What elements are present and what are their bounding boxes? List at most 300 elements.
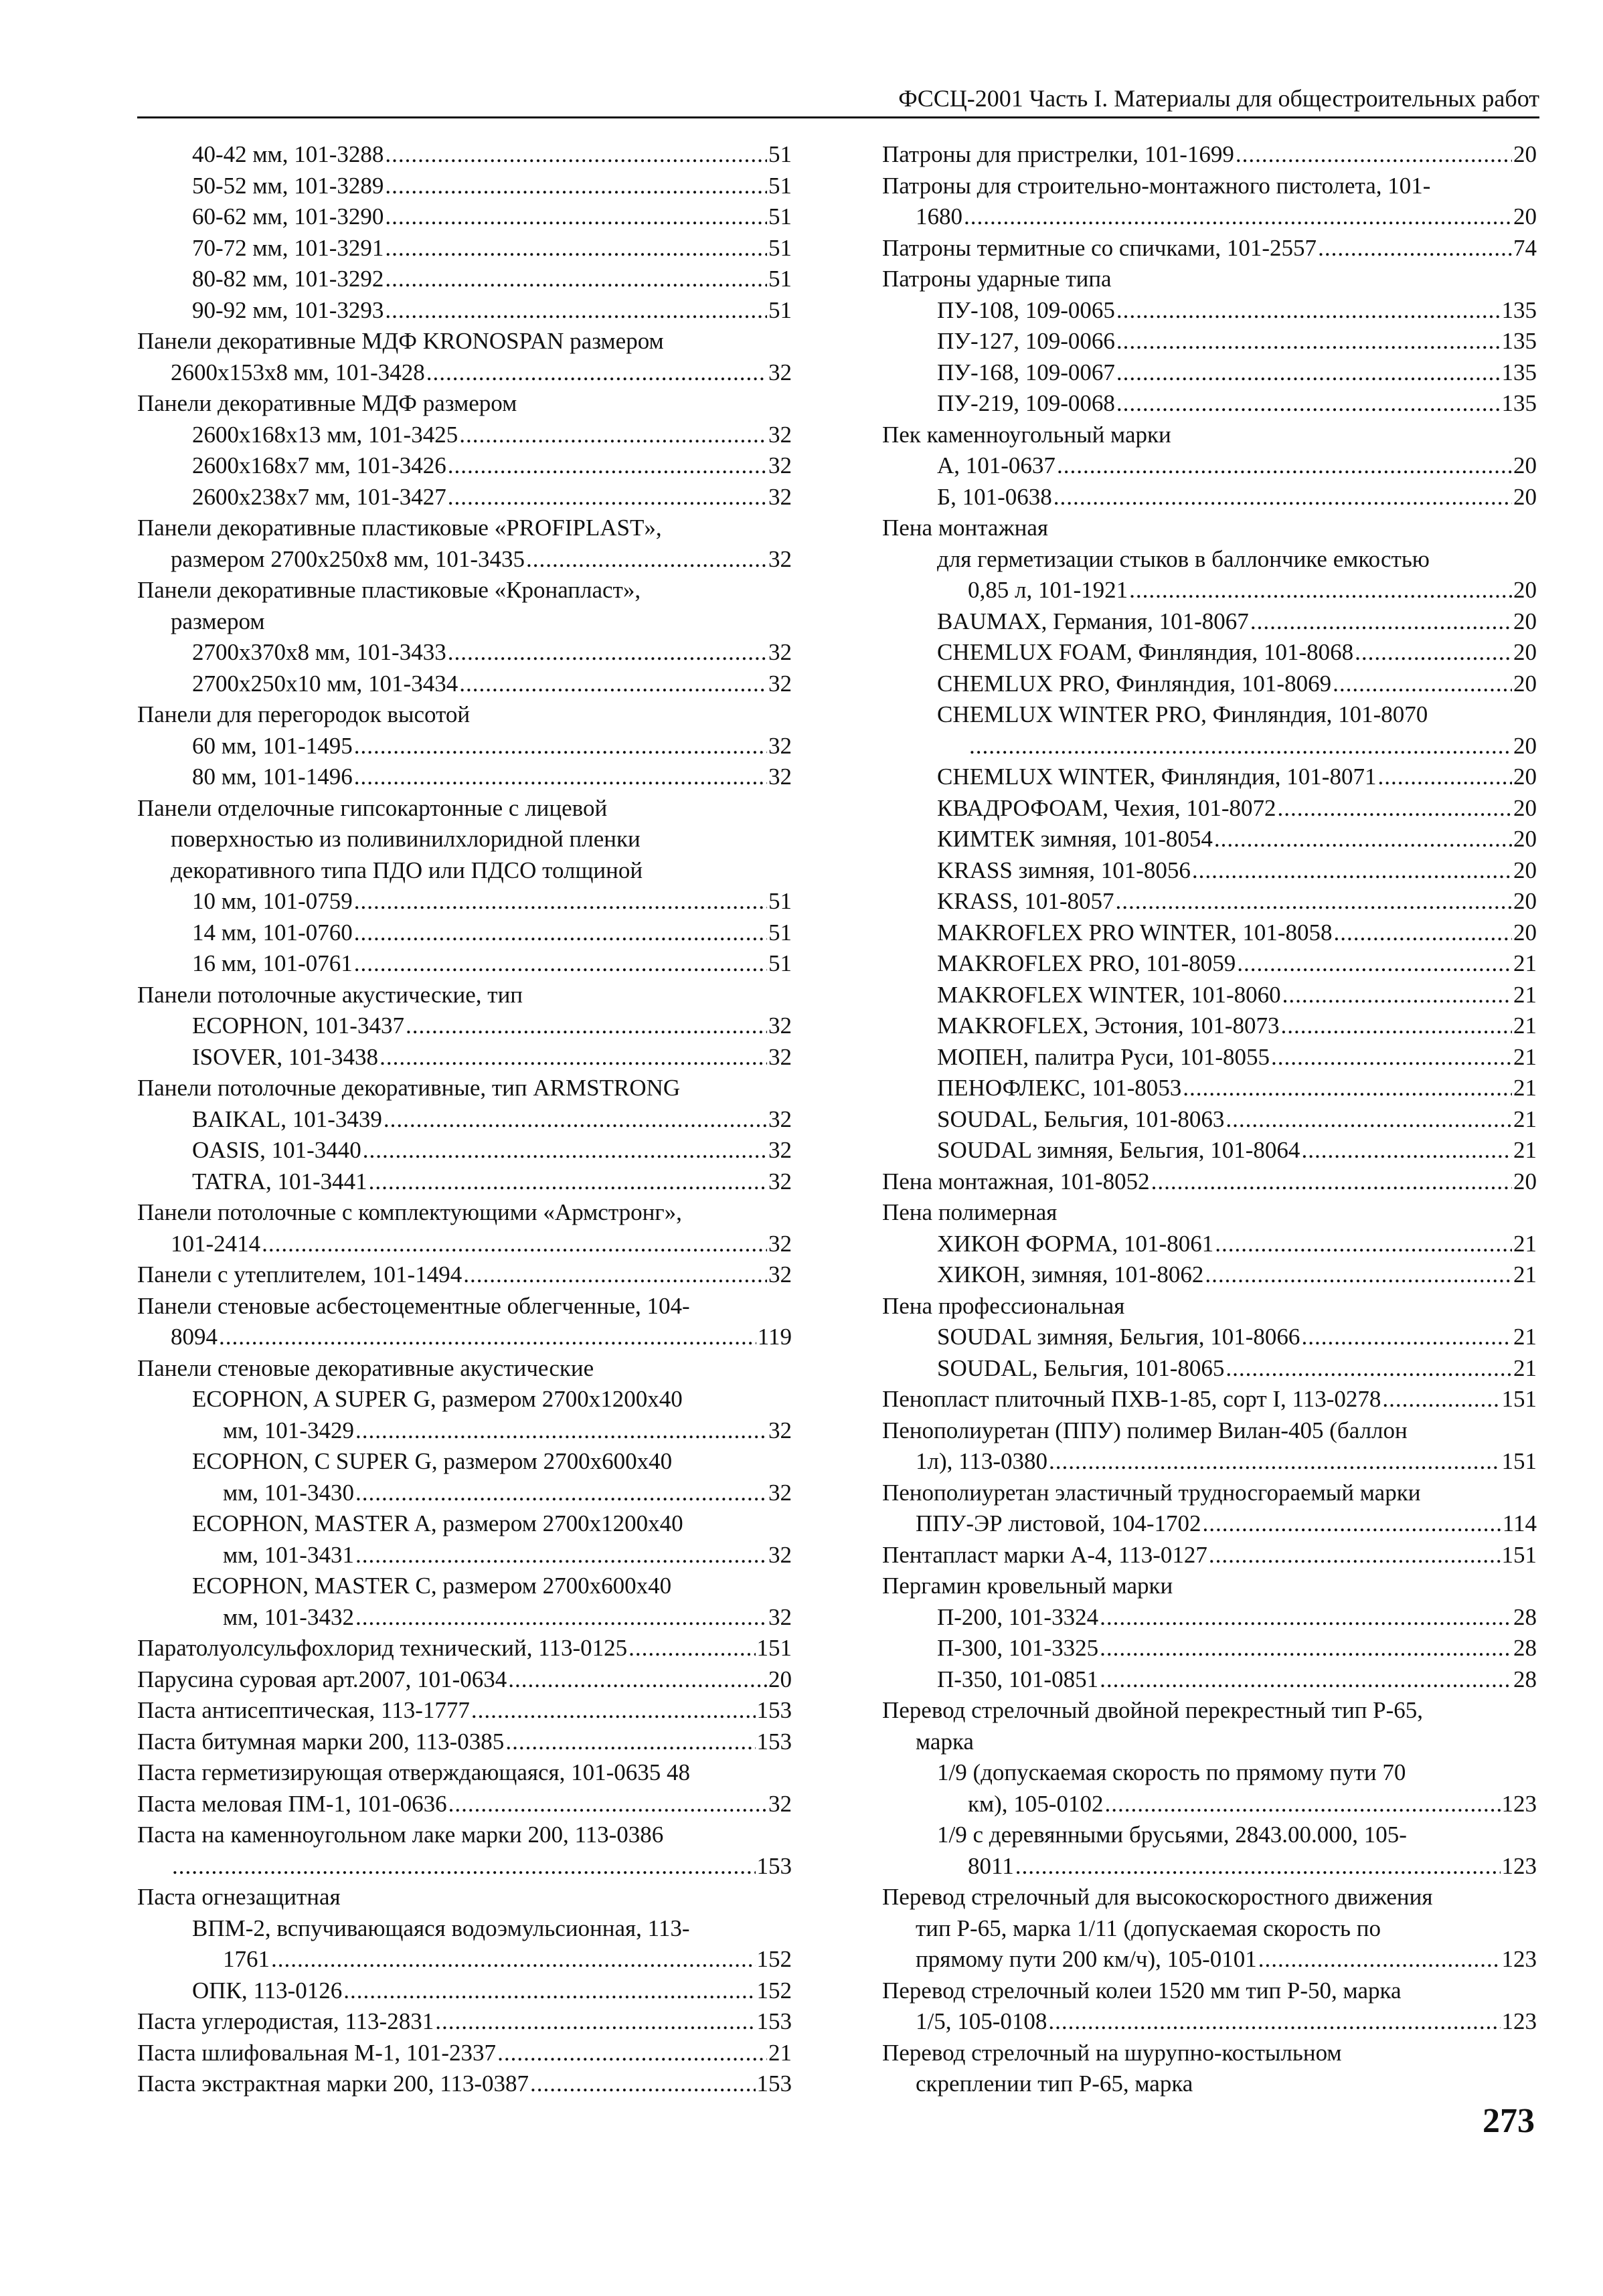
index-entry-text: MAKROFLEX WINTER, 101-8060 — [937, 981, 1281, 1008]
index-entry-text: прямому пути 200 км/ч), 105-0101 — [916, 1946, 1257, 1972]
index-entry-text: KRASS зимняя, 101-8056 — [937, 857, 1191, 883]
index-entry-text: CHEMLUX WINTER PRO, Финляндия, 101-8070 — [937, 701, 1428, 727]
index-entry-text: 90-92 мм, 101-3293 — [192, 296, 384, 323]
dot-leader — [343, 1975, 755, 2007]
index-entry-page: 20 — [1513, 1168, 1537, 1195]
index-entry-page: 119 — [757, 1324, 792, 1350]
index-entry — [882, 575, 1537, 606]
index-entry — [882, 295, 1537, 327]
index-entry-page: 32 — [768, 545, 792, 572]
running-header — [137, 79, 1539, 118]
index-entry-text: ВПМ-2, вспучивающаяся водоэмульсионная, 113- — [192, 1915, 690, 1941]
index-entry — [882, 326, 1537, 357]
index-entry — [882, 139, 1537, 171]
index-entry — [882, 1882, 1537, 1913]
index-entry-text: Панели декоративные МДФ KRONOSPAN размером — [137, 328, 664, 354]
index-entry-text: Пергамин кровельный марки — [882, 1573, 1173, 1599]
index-entry — [882, 1540, 1537, 1571]
dot-leader — [448, 637, 767, 669]
index-entry — [882, 2038, 1537, 2069]
index-entry-text: Пена монтажная — [882, 515, 1049, 541]
index-entry-page: 21 — [1513, 1261, 1537, 1288]
index-entry — [137, 1104, 792, 1136]
index-entry — [137, 295, 792, 327]
index-entry-page: 51 — [768, 888, 792, 914]
index-entry-text: 1/9 (допускаемая скорость по прямому пути 70 — [937, 1759, 1406, 1785]
index-entry-text: 0,85 л, 101-1921 — [968, 577, 1128, 603]
dot-leader — [355, 1540, 767, 1571]
index-entry — [882, 793, 1537, 824]
index-entry-text: Паратолуолсульфохлорид технический, 113-0125 — [137, 1635, 628, 1661]
index-entry-text: MAKROFLEX PRO, 101-8059 — [937, 950, 1236, 976]
index-entry-text: SOUDAL зимняя, Бельгия, 101-8066 — [937, 1324, 1300, 1350]
dot-leader — [355, 1602, 767, 1633]
index-entry-page: 152 — [756, 1977, 792, 2004]
header-title: ФССЦ-2001 Часть I. Материалы для общестроительных работ — [898, 85, 1539, 112]
index-entry-page: 20 — [1513, 857, 1537, 883]
index-entry — [882, 2068, 1537, 2100]
index-entry-text: ПУ-108, 109-0065 — [937, 296, 1115, 323]
index-entry-text: Панели стеновые декоративные акустические — [137, 1354, 594, 1381]
index-entry-page: 135 — [1501, 328, 1537, 354]
index-entry — [137, 1508, 792, 1540]
index-entry-page: 20 — [1513, 452, 1537, 478]
dot-leader — [1214, 824, 1512, 855]
index-entry — [882, 1446, 1537, 1478]
index-entry-text: скреплении тип Р-65, марка — [916, 2070, 1193, 2097]
index-column-right — [882, 139, 1537, 2100]
index-entry — [882, 1104, 1537, 1136]
index-entry — [882, 980, 1537, 1011]
index-entry-text: 16 мм, 101-0761 — [192, 950, 353, 976]
index-entry — [882, 1944, 1537, 1975]
index-entry — [882, 233, 1537, 264]
dot-leader — [1116, 357, 1501, 389]
index-entry-text: Панели декоративные МДФ размером — [137, 390, 517, 416]
index-entry-text: 1761 — [223, 1946, 270, 1972]
index-entry — [882, 1664, 1537, 1696]
index-entry — [882, 1913, 1537, 1945]
index-entry-text: Паста на каменноугольном лаке марки 200, 113-0386 — [137, 1822, 664, 1848]
index-entry — [137, 948, 792, 980]
index-entry — [882, 1010, 1537, 1042]
dot-leader — [1226, 1353, 1512, 1385]
index-entry-text: для герметизации стыков в баллончике емкостью — [937, 545, 1430, 572]
index-entry-text: 2700х250х10 мм, 101-3434 — [192, 670, 458, 697]
index-entry — [137, 201, 792, 233]
index-entry-text: ECOPHON, A SUPER G, размером 2700х1200х40 — [192, 1386, 683, 1412]
index-entry-page: 51 — [768, 203, 792, 230]
index-entry — [882, 1166, 1537, 1198]
index-entry-text: размером — [171, 608, 265, 634]
index-entry-page: 32 — [768, 1230, 792, 1257]
index-entry — [137, 1727, 792, 1758]
index-entry-text: ХИКОН ФОРМА, 101-8061 — [937, 1230, 1214, 1257]
index-entry-page: 20 — [1513, 826, 1537, 852]
index-entry — [137, 139, 792, 171]
dot-leader — [354, 731, 767, 762]
index-entry-text: Пена полимерная — [882, 1199, 1058, 1225]
index-entry — [882, 699, 1537, 731]
index-entry — [882, 1727, 1537, 1758]
index-entry-text: Паста битумная марки 200, 113-0385 — [137, 1728, 505, 1755]
dot-leader — [1226, 1104, 1512, 1136]
dot-leader — [964, 201, 1512, 233]
index-entry — [137, 1446, 792, 1478]
index-entry-text: MAKROFLEX PRO WINTER, 101-8058 — [937, 919, 1333, 946]
index-entry-page: 151 — [1501, 1541, 1537, 1568]
index-entry-text: ПЕНОФЛЕКС, 101-8053 — [937, 1075, 1182, 1101]
index-entry-page: 21 — [1513, 981, 1537, 1008]
index-entry — [137, 1789, 792, 1820]
index-entry-page: 20 — [1513, 577, 1537, 603]
index-entry-page: 32 — [768, 1137, 792, 1163]
index-entry-text: 10 мм, 101-0759 — [192, 888, 353, 914]
dot-leader — [172, 1851, 756, 1882]
index-entry — [137, 1415, 792, 1447]
dot-leader — [354, 762, 767, 793]
index-entry — [137, 575, 792, 606]
dot-leader — [435, 2006, 755, 2038]
index-entry-text: Панели для перегородок высотой — [137, 701, 471, 727]
index-entry-text: мм, 101-3431 — [223, 1541, 354, 1568]
dot-leader — [363, 1135, 767, 1166]
index-entry-page: 51 — [768, 919, 792, 946]
index-entry-text: Паста герметизирующая отверждающаяся, 101-0635 48 — [137, 1759, 691, 1785]
index-entry — [137, 1042, 792, 1073]
index-entry — [137, 824, 792, 855]
index-entry — [882, 1571, 1537, 1602]
index-entry-page: 20 — [1513, 141, 1537, 167]
index-entry-text: Патроны для строительно-монтажного пистолета, 101- — [882, 172, 1431, 199]
index-entry — [137, 1073, 792, 1104]
index-entry — [882, 1415, 1537, 1447]
index-entry-page: 32 — [768, 1261, 792, 1288]
index-entry-text: Б, 101-0638 — [937, 483, 1052, 510]
index-entry-page: 32 — [768, 639, 792, 665]
page-number: 273 — [1483, 2102, 1535, 2140]
index-entry — [137, 1820, 792, 1851]
index-entry-text: Панели отделочные гипсокартонные с лицевой — [137, 794, 608, 821]
index-entry-text: Паста углеродистая, 113-2831 — [137, 2008, 434, 2034]
index-entry — [882, 1135, 1537, 1166]
index-entry-text: ECOPHON, MASTER A, размером 2700х1200х40 — [192, 1510, 683, 1536]
index-entry-text: MAKROFLEX, Эстония, 101-8073 — [937, 1012, 1280, 1039]
dot-leader — [385, 201, 767, 233]
dot-leader — [354, 917, 767, 949]
dot-leader — [530, 2068, 755, 2100]
dot-leader — [1215, 1229, 1512, 1260]
index-entry-text: Панели с утеплителем, 101-1494 — [137, 1261, 462, 1288]
index-entry-page: 20 — [1513, 919, 1537, 946]
index-entry-text: 70-72 мм, 101-3291 — [192, 234, 384, 261]
index-entry-text: 40-42 мм, 101-3288 — [192, 141, 384, 167]
dot-leader — [1333, 917, 1512, 949]
dot-leader — [385, 171, 767, 202]
index-entry-page: 32 — [768, 1479, 792, 1506]
index-entry-text: 60 мм, 101-1495 — [192, 732, 353, 759]
index-entry-page: 21 — [1513, 1075, 1537, 1101]
index-entry — [882, 824, 1537, 855]
dot-leader — [1116, 388, 1501, 420]
index-entry-page: 32 — [768, 452, 792, 478]
index-entry — [137, 544, 792, 576]
index-entry — [882, 1508, 1537, 1540]
index-entry-text: BAUMAX, Германия, 101-8067 — [937, 608, 1249, 634]
index-entry — [882, 1291, 1537, 1322]
index-entry — [137, 233, 792, 264]
index-entry — [137, 1851, 792, 1882]
dot-leader — [385, 233, 767, 264]
index-entry — [882, 1322, 1537, 1353]
index-entry-text: марка — [916, 1728, 974, 1755]
index-entry — [137, 1353, 792, 1385]
index-entry-text: Паста шлифовальная М-1, 101-2337 — [137, 2039, 497, 2066]
index-entry-page: 20 — [1513, 483, 1537, 510]
index-entry — [137, 637, 792, 669]
index-entry-page: 135 — [1501, 390, 1537, 416]
dot-leader — [497, 2038, 767, 2069]
index-entry-text: Патроны ударные типа — [882, 266, 1112, 292]
index-entry-page: 28 — [1513, 1635, 1537, 1661]
index-entry-text: мм, 101-3430 — [223, 1479, 354, 1506]
index-entry — [137, 1913, 792, 1945]
dot-leader — [1301, 1135, 1512, 1166]
index-entry — [137, 731, 792, 762]
index-entry-text: Панели декоративные пластиковые «Кронапласт», — [137, 577, 641, 603]
index-entry — [882, 482, 1537, 513]
index-entry-page: 21 — [1513, 1106, 1537, 1132]
index-entry-text: ECOPHON, 101-3437 — [192, 1012, 404, 1039]
index-entry-text: CHEMLUX WINTER, Финляндия, 101-8071 — [937, 764, 1377, 790]
dot-leader — [1048, 2006, 1500, 2038]
dot-leader — [384, 1104, 767, 1136]
index-entry-text: 2600х168х13 мм, 101-3425 — [192, 421, 458, 448]
index-entry-page: 21 — [1513, 1137, 1537, 1163]
index-entry-page: 152 — [756, 1946, 792, 1972]
index-entry-page: 51 — [768, 950, 792, 976]
dot-leader — [354, 886, 767, 917]
dot-leader — [262, 1229, 767, 1260]
index-entry — [137, 1166, 792, 1198]
index-entry-page: 32 — [768, 1043, 792, 1070]
index-entry-page: 151 — [756, 1635, 792, 1661]
dot-leader — [505, 1727, 755, 1758]
index-entry-page: 21 — [1513, 1324, 1537, 1350]
index-entry — [882, 2006, 1537, 2038]
index-entry — [137, 420, 792, 451]
index-entry-text: 1680 — [916, 203, 962, 230]
index-entry — [882, 731, 1537, 762]
dot-leader — [1301, 1322, 1512, 1353]
index-entry-text: размером 2700х250х8 мм, 101-3435 — [171, 545, 525, 572]
index-entry-page: 32 — [768, 1106, 792, 1132]
index-entry-page: 51 — [768, 141, 792, 167]
dot-leader — [1237, 948, 1512, 980]
dot-leader — [406, 1010, 767, 1042]
index-entry-text: CHEMLUX FOAM, Финляндия, 101-8068 — [937, 639, 1354, 665]
index-entry — [882, 450, 1537, 482]
dot-leader — [426, 357, 767, 389]
index-entry-text: тип Р-65, марка 1/11 (допускаемая скорость по — [916, 1915, 1381, 1941]
index-entry — [137, 2068, 792, 2100]
dot-leader — [448, 1789, 767, 1820]
dot-leader — [1278, 793, 1512, 824]
index-entry-text: TATRA, 101-3441 — [192, 1168, 367, 1195]
index-entry — [882, 420, 1537, 451]
index-entry-text: 1/5, 105-0108 — [916, 2008, 1047, 2034]
dot-leader — [385, 295, 767, 327]
index-entry — [137, 326, 792, 357]
index-entry-page: 153 — [756, 1852, 792, 1879]
index-entry-text: мм, 101-3429 — [223, 1417, 354, 1443]
index-entry — [882, 637, 1537, 669]
index-entry-text: А, 101-0637 — [937, 452, 1056, 478]
index-entry — [137, 1695, 792, 1727]
index-entry — [882, 1602, 1537, 1633]
index-entry-page: 20 — [768, 1666, 792, 1692]
index-entry-text: Патроны для пристрелки, 101-1699 — [882, 141, 1234, 167]
dot-leader — [1258, 1944, 1501, 1975]
index-entry-text: Пек каменноугольный марки — [882, 421, 1171, 448]
index-entry-text: ППУ-ЭР листовой, 104-1702 — [916, 1510, 1201, 1536]
dot-leader — [1333, 669, 1512, 700]
index-entry-text: Паста экстрактная марки 200, 113-0387 — [137, 2070, 529, 2097]
dot-leader — [379, 1042, 767, 1073]
index-entry-page: 51 — [768, 234, 792, 261]
index-entry-text: МОПЕН, палитра Руси, 101-8055 — [937, 1043, 1270, 1070]
index-entry-page: 151 — [1501, 1448, 1537, 1474]
index-entry-page: 20 — [1513, 670, 1537, 697]
index-entry-text: 50-52 мм, 101-3289 — [192, 172, 384, 199]
index-entry — [882, 762, 1537, 793]
dot-leader — [1318, 233, 1512, 264]
index-entry — [882, 1757, 1537, 1789]
index-entry — [137, 762, 792, 793]
index-entry — [882, 948, 1537, 980]
dot-leader — [1049, 1446, 1501, 1478]
index-entry-page: 32 — [768, 764, 792, 790]
index-entry — [137, 482, 792, 513]
index-entry — [137, 1197, 792, 1229]
dot-leader — [1100, 1664, 1512, 1696]
dot-leader — [628, 1633, 755, 1664]
index-entry-text: Пена монтажная, 101-8052 — [882, 1168, 1150, 1195]
index-entry-text: мм, 101-3432 — [223, 1603, 354, 1630]
index-entry — [137, 1633, 792, 1664]
index-entry-text: 14 мм, 101-0760 — [192, 919, 353, 946]
dot-leader — [1183, 1073, 1512, 1104]
index-entry — [137, 450, 792, 482]
index-entry-page: 123 — [1501, 2008, 1537, 2034]
index-entry — [137, 1602, 792, 1633]
index-entry — [137, 855, 792, 887]
index-entry-text: CHEMLUX PRO, Финляндия, 101-8069 — [937, 670, 1332, 697]
index-entry-text: декоративного типа ПДО или ПДСО толщиной — [171, 857, 643, 883]
index-entry-text: Панели потолочные с комплектующими «Армстронг», — [137, 1199, 682, 1225]
index-entry-text: 60-62 мм, 101-3290 — [192, 203, 384, 230]
index-entry — [882, 1820, 1537, 1851]
dot-leader — [1192, 855, 1512, 887]
index-entry-text: П-350, 101-0851 — [937, 1666, 1099, 1692]
index-entry — [137, 606, 792, 638]
dot-leader — [355, 1478, 767, 1509]
dot-leader — [1151, 1166, 1512, 1198]
index-entry — [882, 1695, 1537, 1727]
index-entry-page: 51 — [768, 172, 792, 199]
index-entry — [882, 606, 1537, 638]
index-entry-text: ISOVER, 101-3438 — [192, 1043, 379, 1070]
dot-leader — [508, 1664, 767, 1696]
index-entry-page: 32 — [768, 421, 792, 448]
index-entry — [137, 793, 792, 824]
index-entry — [882, 1851, 1537, 1882]
index-entry — [882, 855, 1537, 887]
index-entry-text: 80 мм, 101-1496 — [192, 764, 353, 790]
index-entry — [882, 388, 1537, 420]
index-entry — [137, 980, 792, 1011]
index-entry — [137, 171, 792, 202]
dot-leader — [1282, 980, 1512, 1011]
dot-leader — [1057, 450, 1512, 482]
index-entry-text: Панели потолочные декоративные, тип ARMSTRONG — [137, 1075, 681, 1101]
index-entry-page: 20 — [1513, 764, 1537, 790]
dot-leader — [1100, 1602, 1512, 1633]
index-entry-page: 20 — [1513, 639, 1537, 665]
index-entry-page: 32 — [768, 670, 792, 697]
dot-leader — [969, 731, 1512, 762]
dot-leader — [271, 1944, 756, 1975]
index-entry-page: 153 — [756, 2008, 792, 2034]
dot-leader — [1116, 326, 1501, 357]
index-entry-text: Перевод стрелочный колеи 1520 мм тип Р-50, марка — [882, 1977, 1402, 2004]
index-entry-text: Пена профессиональная — [882, 1292, 1125, 1319]
index-entry-text: КВАДРОФОАМ, Чехия, 101-8072 — [937, 794, 1276, 821]
index-entry-text: 2600х153х8 мм, 101-3428 — [171, 359, 425, 385]
index-entry-text: ПУ-168, 109-0067 — [937, 359, 1115, 385]
index-entry — [137, 1757, 792, 1789]
index-entry-page: 32 — [768, 359, 792, 385]
index-entry — [882, 1633, 1537, 1664]
index-entry — [137, 917, 792, 949]
index-entry-text: Парусина суровая арт.2007, 101-0634 — [137, 1666, 507, 1692]
index-entry-page: 21 — [1513, 1043, 1537, 1070]
index-entry-text: КИМТЕК зимняя, 101-8054 — [937, 826, 1213, 852]
index-entry-page: 20 — [1513, 732, 1537, 759]
index-entry-page: 21 — [768, 2039, 792, 2066]
index-entry-page: 32 — [768, 732, 792, 759]
index-entry — [137, 699, 792, 731]
index-entry-text: Перевод стрелочный для высокоскоростного движения — [882, 1884, 1433, 1910]
index-entry-text: BAIKAL, 101-3439 — [192, 1106, 382, 1132]
index-entry-text: ПУ-127, 109-0066 — [937, 328, 1115, 354]
index-entry — [137, 1664, 792, 1696]
dot-leader — [1053, 482, 1512, 513]
index-entry — [882, 201, 1537, 233]
index-entry-text: Пенополиуретан (ППУ) полимер Вилан-405 (баллон — [882, 1417, 1408, 1443]
dot-leader — [1271, 1042, 1512, 1073]
index-entry-text: 80-82 мм, 101-3292 — [192, 266, 384, 292]
index-entry-text: км), 105-0102 — [968, 1790, 1104, 1817]
index-entry — [137, 1135, 792, 1166]
dot-leader — [463, 1259, 767, 1291]
index-entry-page: 21 — [1513, 1230, 1537, 1257]
index-entry-page: 74 — [1513, 234, 1537, 261]
dot-leader — [1116, 295, 1501, 327]
index-entry — [882, 1975, 1537, 2007]
index-entry — [137, 2006, 792, 2038]
index-entry — [137, 1571, 792, 1602]
